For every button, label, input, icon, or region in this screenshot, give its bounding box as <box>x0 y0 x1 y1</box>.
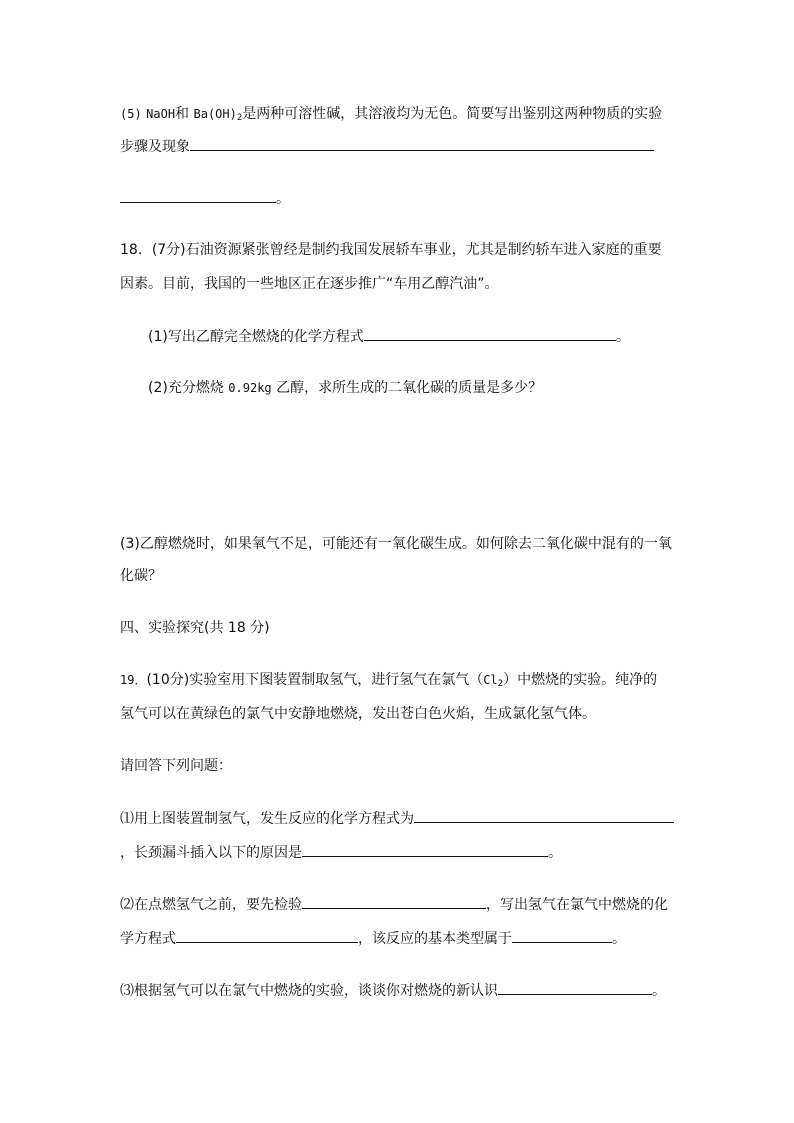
q19-q2-text-d: ，该反应的基本类型属于 <box>358 931 512 947</box>
formula-cl2-subscript: 2 <box>497 679 504 689</box>
q19-intro-b: ）中燃烧的实验。纯净的 <box>503 672 658 688</box>
formula-cl2-base: Cl <box>483 673 498 687</box>
q19-q2-text-b: ，写出氢气在氯气中燃烧的化 <box>486 897 668 913</box>
q18-part3-line2: 化碳？ <box>120 568 162 584</box>
answer-blank-q19-1a[interactable] <box>414 808 674 823</box>
q19-q2-line2 <box>120 928 626 949</box>
q19-points: (10分) <box>146 672 190 688</box>
answer-blank-q19-1b[interactable] <box>302 842 548 857</box>
formula-baoh2 <box>194 107 243 121</box>
q18-part2-mass: 0.92kg <box>228 381 272 395</box>
q19-q3-line <box>120 980 666 1001</box>
answer-blank-q19-2b[interactable] <box>176 928 358 943</box>
q19-q1-text: ⑴用上图装置制氢气，发生反应的化学方程式为 <box>120 811 414 827</box>
q18-part1-text: (1)写出乙醇完全燃烧的化学方程式 <box>148 329 364 345</box>
q17-5-statement: 是两种可溶性碱，其溶液均为无色。简要写出鉴别这两种物质的实验 <box>242 106 663 122</box>
q18-part2-text-b: 乙醇，求所生成的二氧化碳的质量是多少？ <box>276 380 543 396</box>
q18-part2-text-a: (2)充分燃烧 <box>148 380 224 396</box>
q19-line1 <box>120 670 657 694</box>
q18-part3-line1: (3)乙醇燃烧时，如果氧气不足，可能还有一氧化碳生成。如何除去二氧化碳中混有的一氧 <box>120 536 672 552</box>
q19-q3-text: ⑶根据氢气可以在氯气中燃烧的实验，谈谈你对燃烧的新认识 <box>120 983 498 999</box>
answer-blank-q17-5-b[interactable] <box>120 188 276 203</box>
q17-5-steps-label: 步骤及现象 <box>120 139 190 155</box>
q17-5-number: (5) <box>120 107 142 121</box>
answer-blank-q19-3[interactable] <box>498 980 652 995</box>
q19-q2-text-c: 学方程式 <box>120 931 176 947</box>
q19-number: 19． <box>120 673 147 687</box>
q19-q1-line2 <box>120 842 562 863</box>
q18-part1 <box>148 326 630 347</box>
q17-5-line3 <box>120 188 290 209</box>
answer-blank-q19-2c[interactable] <box>512 928 612 943</box>
q19-q1-reason-text: ，长颈漏斗插入以下的原因是 <box>120 845 302 861</box>
q19-intro-a: 实验室用下图装置制取氢气，进行氢气在氯气（ <box>189 672 484 688</box>
q19-q3-period: 。 <box>652 983 666 999</box>
q18-part2 <box>148 378 542 398</box>
formula-baoh2-subscript: 2 <box>236 113 243 123</box>
formula-cl2 <box>483 673 503 687</box>
q18-line1: 18．(7分)石油资源紧张曾经是制约我国发展轿车事业，尤其是制约轿车进入家庭的重要 <box>120 242 662 258</box>
q19-q1-line1 <box>120 808 674 829</box>
q19-prompt: 请回答下列问题： <box>120 758 232 774</box>
q17-5-line1 <box>120 104 662 128</box>
formula-baoh2-base: Ba(OH) <box>193 107 237 121</box>
q19-q1-period: 。 <box>548 845 562 861</box>
q19-q2-text-a: ⑵在点燃氢气之前，要先检验 <box>120 897 302 913</box>
q17-5-period: 。 <box>276 191 290 207</box>
conjunction-and: 和 <box>175 106 190 122</box>
answer-blank-q19-2a[interactable] <box>302 894 486 909</box>
q19-q2-line1 <box>120 894 668 915</box>
answer-blank-q18-1[interactable] <box>364 326 616 341</box>
section-title: 四、实验探究(共 18 分) <box>120 620 270 636</box>
q19-q2-period: 。 <box>612 931 626 947</box>
q17-5-line2 <box>120 136 654 157</box>
q18-line2: 因素。目前，我国的一些地区正在逐步推广“车用乙醇汽油”。 <box>120 276 499 292</box>
q18-part1-period: 。 <box>615 329 630 345</box>
formula-naoh: NaOH <box>146 107 176 121</box>
answer-blank-q17-5-a[interactable] <box>190 136 654 151</box>
q19-line2: 氢气可以在黄绿色的氯气中安静地燃烧，发出苍白色火焰，生成氯化氢气体。 <box>120 706 596 722</box>
